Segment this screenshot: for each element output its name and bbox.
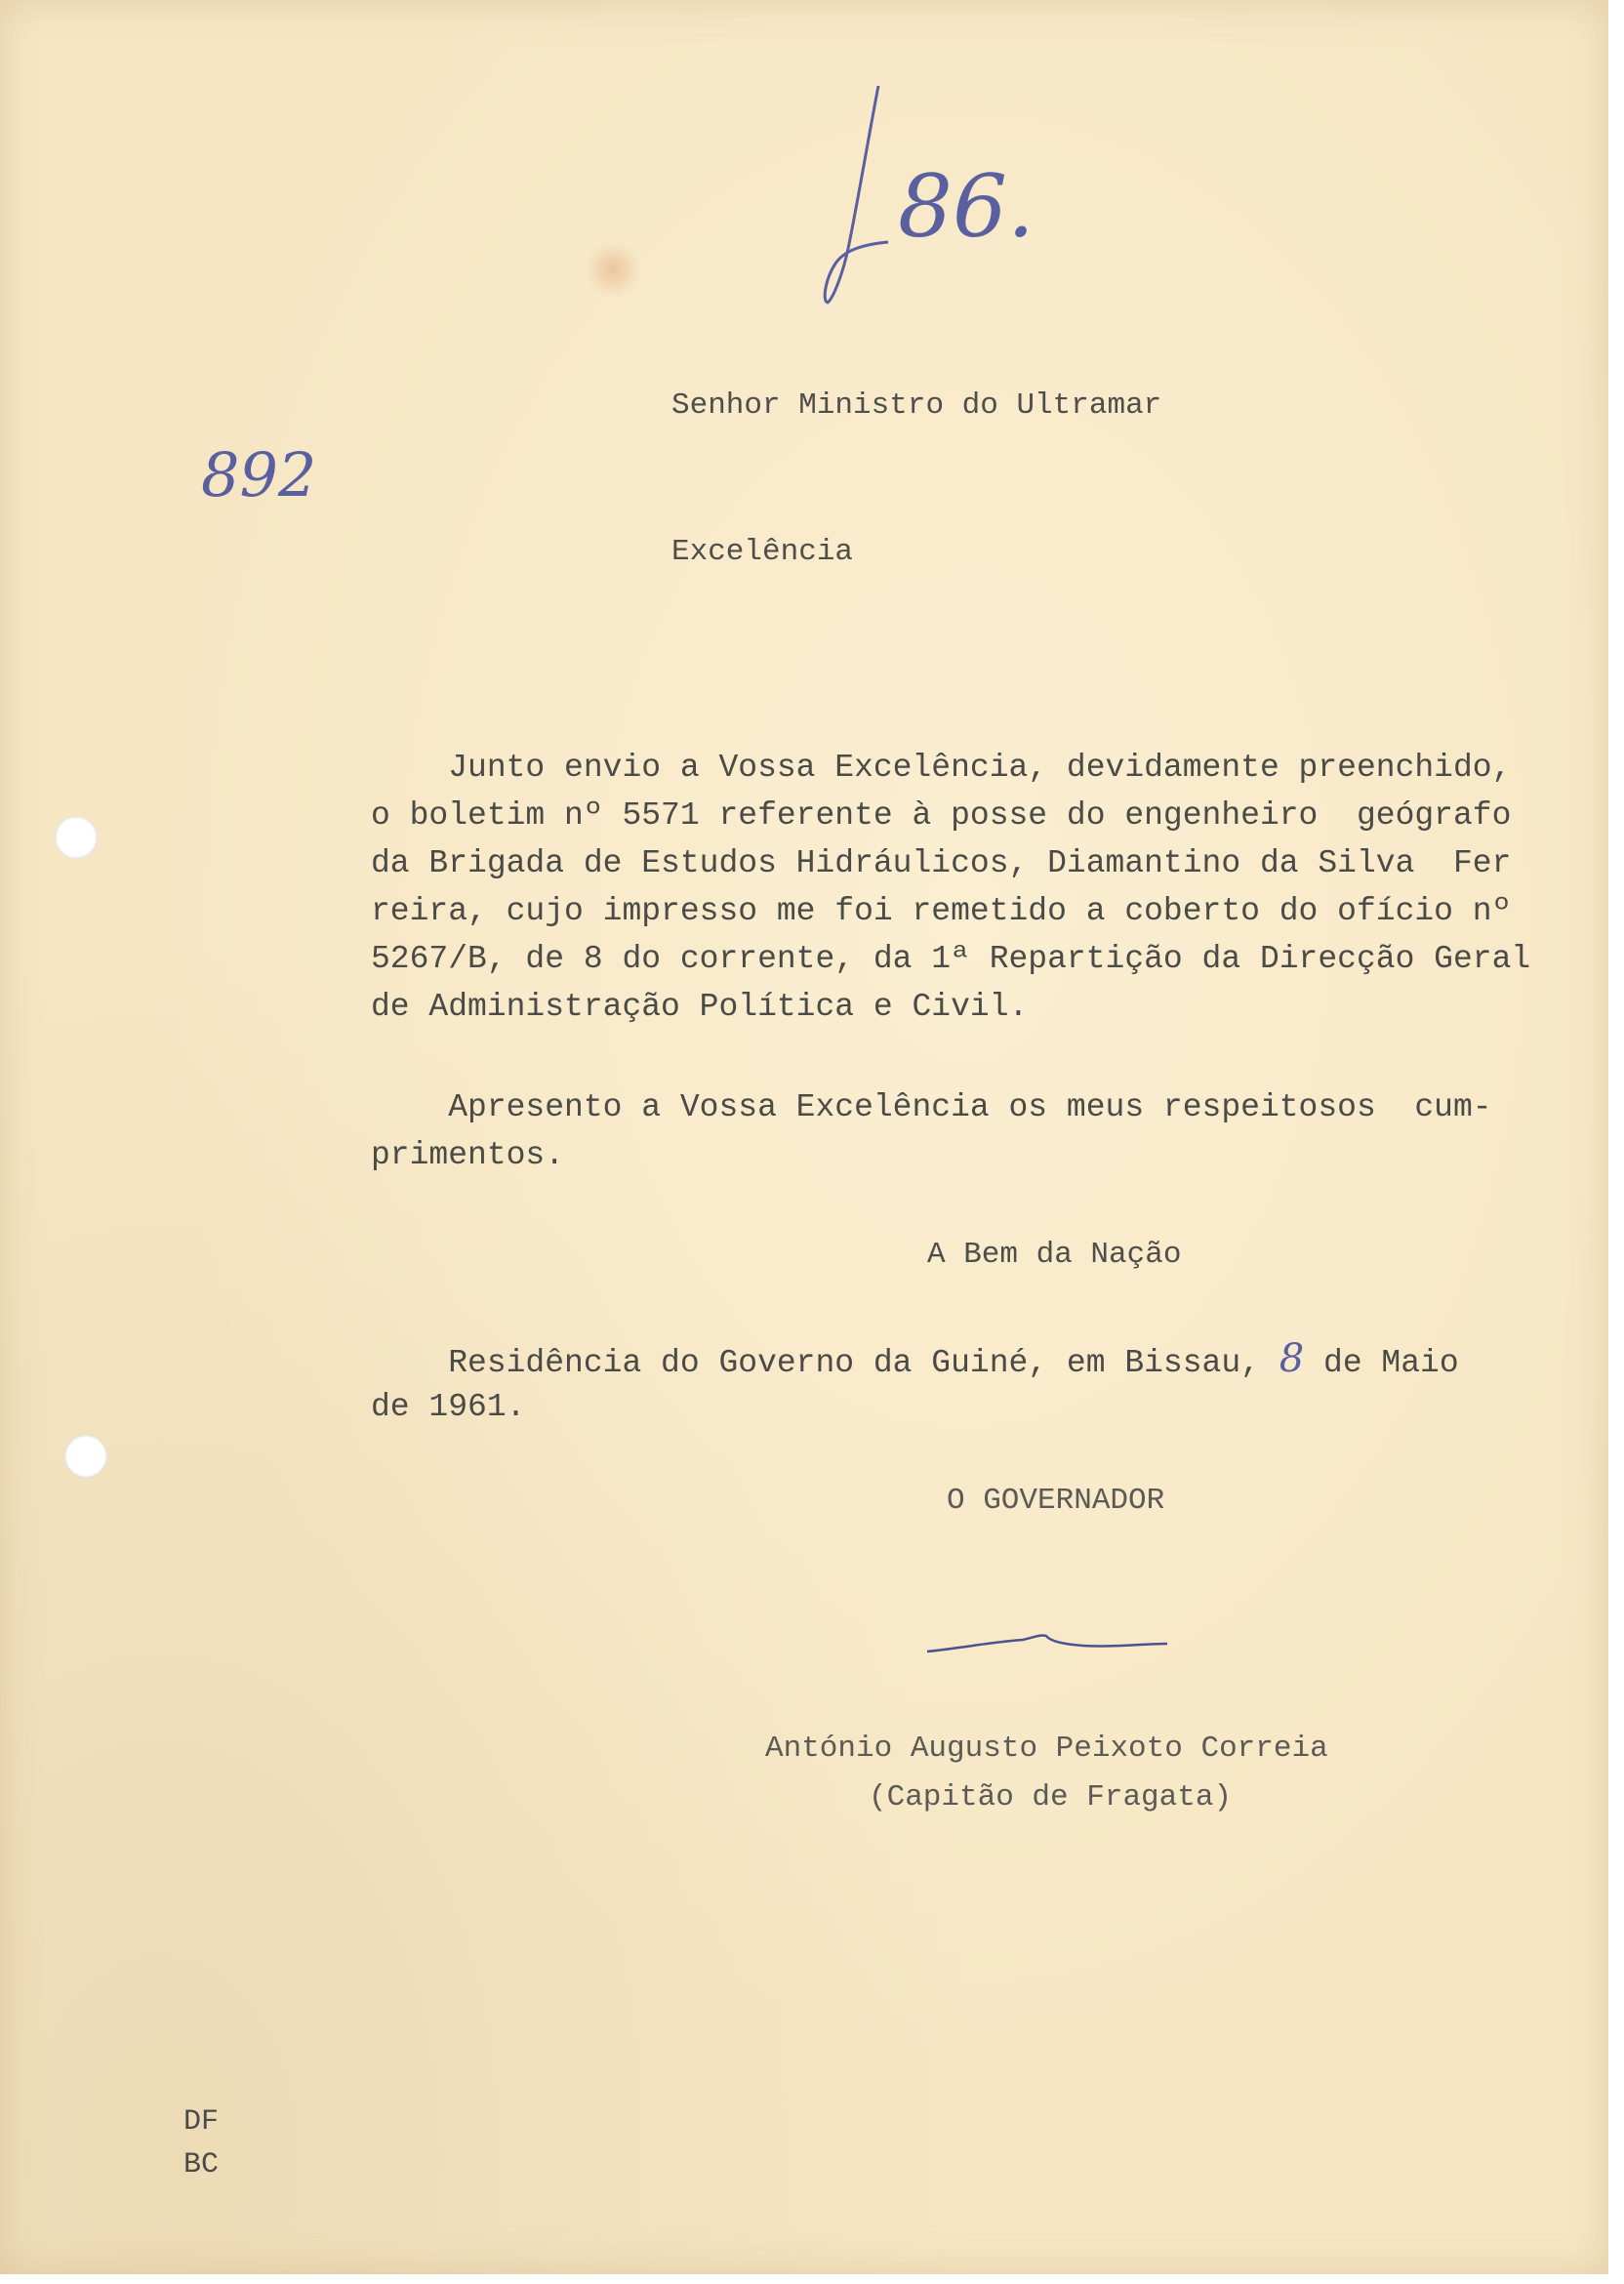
place-text: Residência do Governo da Guiné, em Bissau,	[371, 1345, 1279, 1381]
salutation: Senhor Ministro do Ultramar	[671, 388, 1162, 423]
body-line: de Administração Política e Civil.	[371, 989, 1029, 1025]
year-line: de 1961.	[371, 1389, 526, 1425]
body-line: reira, cujo impresso me foi remetido a coberto do ofício nº	[371, 893, 1512, 929]
initials-df: DF	[183, 2105, 220, 2139]
body-line: primentos.	[371, 1137, 565, 1173]
body-line: Apresento a Vossa Excelência os meus respeitosos cum-	[371, 1089, 1492, 1125]
handwritten-day: 8	[1279, 1336, 1305, 1381]
body-line: da Brigada de Estudos Hidráulicos, Diamantino da Silva Fer	[371, 845, 1512, 881]
body-line: Junto envio a Vossa Excelência, devidamente preenchido,	[371, 750, 1512, 786]
folio-number: 86.	[898, 156, 1035, 257]
signature	[925, 1628, 1169, 1661]
month-text: de Maio	[1304, 1345, 1459, 1381]
address: Excelência	[671, 535, 854, 569]
punch-hole-top	[55, 816, 98, 859]
signer-rank: (Capitão de Fragata)	[869, 1780, 1233, 1815]
body-line: 5267/B, de 8 do corrente, da 1ª Repartição da Direcção Geral	[371, 941, 1531, 977]
signer-title: O GOVERNADOR	[947, 1484, 1165, 1518]
body-line: o boletim nº 5571 referente à posse do engenheiro geógrafo	[371, 797, 1512, 834]
signer-name: António Augusto Peixoto Correia	[765, 1732, 1328, 1766]
stain-mark	[584, 242, 642, 297]
punch-hole-bottom	[64, 1435, 107, 1478]
initials-bc: BC	[183, 2148, 220, 2182]
closing-formula: A Bem da Nação	[927, 1238, 1182, 1272]
place-date-line	[371, 1335, 1562, 1387]
folio-stroke	[820, 78, 898, 312]
margin-number: 892	[201, 439, 317, 510]
